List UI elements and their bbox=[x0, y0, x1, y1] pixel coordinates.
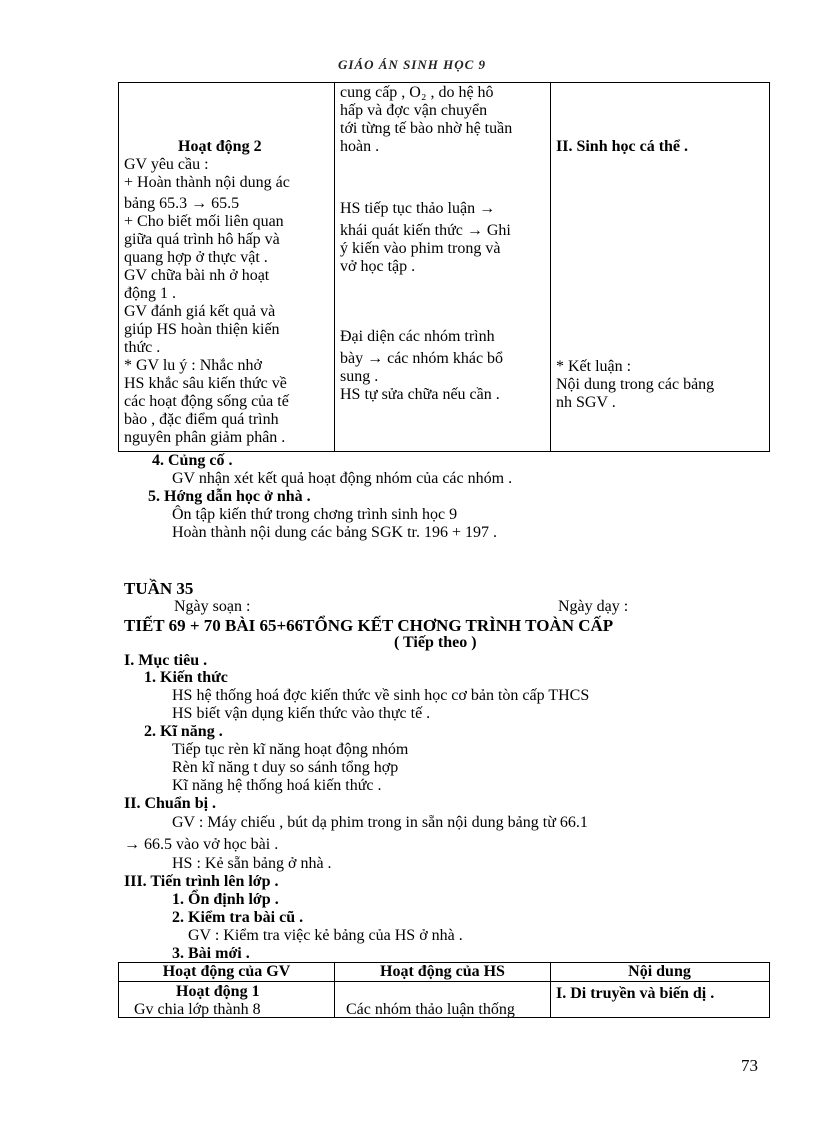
table1-hs-cell-b bbox=[340, 200, 548, 276]
knowledge-heading: 1. Kiến thức bbox=[144, 669, 228, 686]
homework-line: Ôn tập kiến thứ trong chơng trình sinh học 9 bbox=[172, 506, 458, 523]
gv-line: giúp HS hoàn thiện kiến bbox=[124, 321, 280, 338]
table2-header-hs: Hoạt động của HS bbox=[380, 963, 505, 980]
homework-heading: 5. Hớng dẫn học ở nhà . bbox=[148, 488, 311, 505]
gv-line: giữa quá trình hô hấp và bbox=[124, 231, 280, 248]
hs-line: ý kiến vào phim trong và bbox=[340, 240, 501, 257]
procedure-step: 2. Kiểm tra bài cũ . bbox=[172, 909, 304, 926]
date-taught: Ngày dạy : bbox=[558, 598, 629, 615]
gv-line: bào , đặc điểm quá trình bbox=[124, 411, 279, 428]
objectives-heading: I. Mục tiêu . bbox=[124, 652, 208, 669]
consolidation-text: GV nhận xét kết quả hoạt động nhóm của các nhóm . bbox=[172, 470, 513, 487]
table1-divider-1 bbox=[334, 82, 335, 451]
lesson-subtitle: ( Tiếp theo ) bbox=[394, 634, 477, 651]
table2-header-content: Nội dung bbox=[628, 963, 691, 980]
procedure-heading: III. Tiến trình lên lớp . bbox=[124, 873, 279, 890]
table1-gv-cell bbox=[124, 138, 330, 447]
gv-line: các hoạt động sống của tế bbox=[124, 393, 289, 410]
knowledge-line: HS biết vận dụng kiến thức vào thực tế . bbox=[172, 705, 431, 722]
hs-line: khái quát kiến thức → Ghi bbox=[340, 222, 511, 239]
gv-line: * GV lu ý : Nhắc nhở bbox=[124, 357, 262, 374]
gv-line: quang hợp ở thực vật . bbox=[124, 249, 268, 266]
table2-header-rule bbox=[118, 981, 769, 982]
hs-line: cung cấp , O₂ , do hệ hô bbox=[340, 84, 494, 101]
conclusion-line: Nội dung trong các bảng bbox=[556, 376, 715, 393]
table2-content-cell: I. Di truyền và biến dị . bbox=[556, 985, 715, 1002]
page-number: 73 bbox=[741, 1056, 758, 1075]
procedure-line: GV : Kiểm tra việc kẻ bảng của HS ở nhà . bbox=[188, 927, 463, 944]
gv-line: nguyên phân giảm phân . bbox=[124, 429, 286, 446]
table2-hs-cell bbox=[346, 1001, 546, 1019]
preparation-line: GV : Máy chiếu , bút dạ phim trong in sẵn nội dung bảng từ 66.1 bbox=[172, 814, 588, 831]
gv-line: động 1 . bbox=[124, 285, 176, 302]
date-prepared: Ngày soạn : bbox=[174, 598, 251, 615]
lesson-title: TIẾT 69 + 70 BÀI 65+66TỔNG KẾT CHƠNG TRÌNH TOÀN CẤP bbox=[124, 616, 614, 635]
hs-line: Đại diện các nhóm trình bbox=[340, 328, 495, 345]
skills-line: Kĩ năng hệ thống hoá kiến thức . bbox=[172, 777, 382, 794]
table2-header-gv: Hoạt động của GV bbox=[162, 963, 291, 980]
skills-line: Tiếp tục rèn kĩ năng hoạt động nhóm bbox=[172, 741, 409, 758]
preparation-line: → 66.5 vào vở học bài . bbox=[124, 836, 279, 853]
hs-line: HS tiếp tục thảo luận → bbox=[340, 200, 496, 217]
gv-line: HS khắc sâu kiến thức về bbox=[124, 375, 287, 392]
table1-content-cell bbox=[556, 138, 766, 156]
gv-line: bảng 65.3 → 65.5 bbox=[124, 195, 240, 212]
hs-line: HS tự sửa chữa nếu cần . bbox=[340, 386, 500, 403]
preparation-line: HS : Kẻ sẵn bảng ở nhà . bbox=[172, 855, 332, 872]
gv-line: GV chữa bài nh ở hoạt bbox=[124, 267, 270, 284]
gv-line: thức . bbox=[124, 339, 161, 356]
conclusion-line: * Kết luận : bbox=[556, 358, 632, 375]
gv-line: Gv chia lớp thành 8 bbox=[134, 1001, 261, 1018]
consolidation-heading: 4. Củng cố . bbox=[152, 452, 233, 469]
procedure-step: 1. Ổn định lớp . bbox=[172, 891, 279, 908]
table1-hs-cell-c bbox=[340, 328, 548, 404]
gv-line: + Cho biết mối liên quan bbox=[124, 213, 284, 230]
hs-line: Các nhóm thảo luận thống bbox=[346, 1001, 515, 1018]
hs-line: hấp và đợc vận chuyển bbox=[340, 102, 488, 119]
preparation-heading: II. Chuẩn bị . bbox=[124, 795, 217, 812]
page-header: GIÁO ÁN SINH HỌC 9 bbox=[338, 57, 487, 72]
hs-line: tới từng tế bào nhờ hệ tuần bbox=[340, 120, 513, 137]
homework-line: Hoàn thành nội dung các bảng SGK tr. 196 + 197 . bbox=[172, 524, 497, 541]
section-heading-individual-biology: II. Sinh học cá thể . bbox=[556, 138, 689, 155]
table1-divider-2 bbox=[550, 82, 551, 451]
conclusion-line: nh SGV . bbox=[556, 394, 616, 411]
hs-line: bày → các nhóm khác bổ bbox=[340, 350, 504, 367]
table1-conclusion bbox=[556, 358, 766, 412]
activity-1-title: Hoạt động 1 bbox=[176, 983, 260, 1000]
gv-line: GV đánh giá kết quả và bbox=[124, 303, 276, 320]
hs-line: vở học tập . bbox=[340, 258, 416, 275]
gv-line: + Hoàn thành nội dung ác bbox=[124, 174, 290, 191]
knowledge-line: HS hệ thống hoá đợc kiến thức về sinh học cơ bản tòn cấp THCS bbox=[172, 687, 590, 704]
activity-2-title: Hoạt động 2 bbox=[178, 138, 262, 155]
skills-heading: 2. Kĩ năng . bbox=[144, 723, 223, 740]
gv-line: GV yêu cầu : bbox=[124, 156, 209, 173]
table2-gv-cell bbox=[124, 983, 330, 1019]
hs-line: sung . bbox=[340, 368, 379, 385]
week-label: TUẦN 35 bbox=[124, 579, 194, 598]
table1-hs-cell-a bbox=[340, 84, 548, 156]
skills-line: Rèn kĩ năng t duy so sánh tổng hợp bbox=[172, 759, 399, 776]
hs-line: hoàn . bbox=[340, 138, 380, 155]
procedure-step: 3. Bài mới . bbox=[172, 945, 250, 962]
